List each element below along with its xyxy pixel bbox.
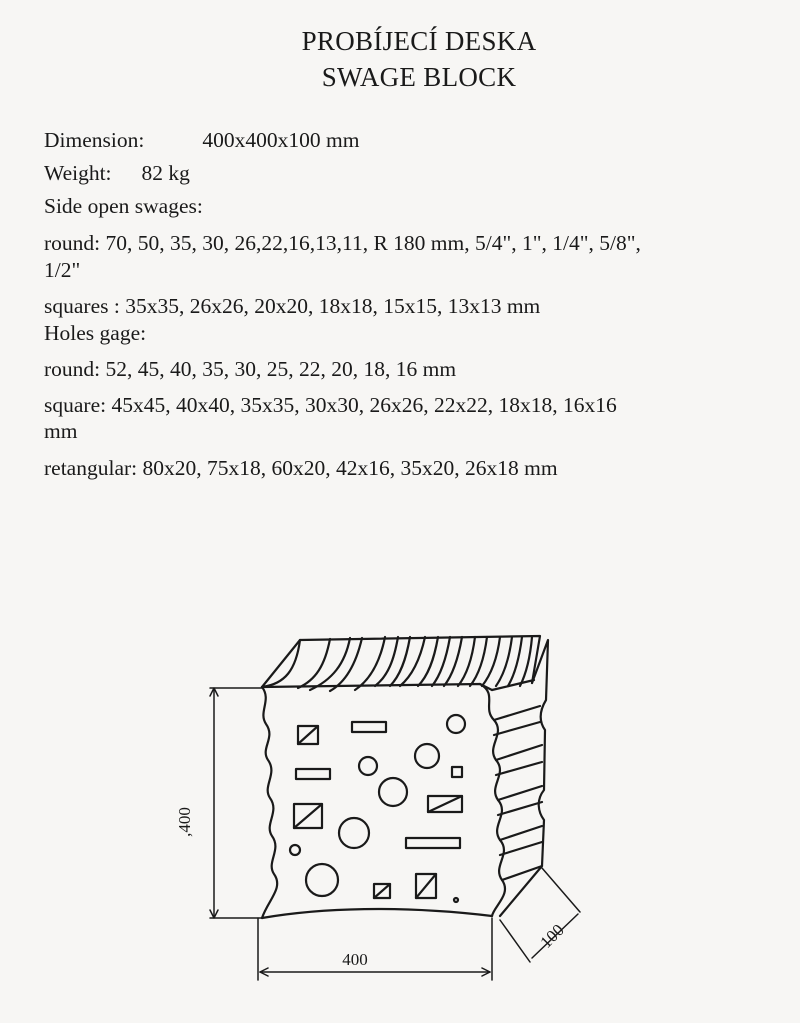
title-english: SWAGE BLOCK bbox=[321, 62, 517, 92]
square-swages: squares : 35x35, 26x26, 20x20, 18x18, 15x15, 13x13 mm bbox=[44, 294, 541, 318]
rect-hole bbox=[296, 769, 330, 779]
holes-square-line-2: mm bbox=[44, 419, 78, 443]
round-swages-line-2: 1/2" bbox=[44, 258, 81, 282]
side-open-swages-heading: Side open swages: bbox=[44, 194, 203, 218]
depth-dimension-label: 100 bbox=[536, 920, 568, 952]
holes-rectangular: retangular: 80x20, 75x18, 60x20, 42x16, 35x20, 26x18 mm bbox=[44, 456, 558, 480]
round-hole bbox=[359, 757, 377, 775]
weight-label: Weight: bbox=[44, 161, 112, 185]
holes-gage-heading: Holes gage: bbox=[44, 321, 147, 345]
dimension-value: 400x400x100 mm bbox=[202, 128, 360, 152]
swage-block-drawing bbox=[0, 600, 800, 1023]
round-hole bbox=[290, 845, 300, 855]
round-hole bbox=[415, 744, 439, 768]
rect-hole bbox=[406, 838, 460, 848]
holes bbox=[290, 715, 465, 902]
weight-value: 82 kg bbox=[141, 161, 190, 185]
round-hole bbox=[306, 864, 338, 896]
dimension-lines bbox=[210, 688, 580, 980]
round-swages-line-1: round: 70, 50, 35, 30, 26,22,16,13,11, R 180 mm, 5/4", 1", 1/4", 5/8", bbox=[44, 231, 641, 255]
weight-row bbox=[44, 163, 190, 185]
title-czech: PROBÍJECÍ DESKA bbox=[301, 26, 537, 56]
rect-hole bbox=[352, 722, 386, 732]
round-hole bbox=[339, 818, 369, 848]
round-hole bbox=[447, 715, 465, 733]
round-hole bbox=[379, 778, 407, 806]
round-hole bbox=[454, 898, 458, 902]
square-hole bbox=[452, 767, 462, 777]
holes-round: round: 52, 45, 40, 35, 30, 25, 22, 20, 18, 16 mm bbox=[44, 357, 457, 381]
dimension-row bbox=[44, 130, 359, 152]
width-dimension-label: 400 bbox=[342, 950, 368, 969]
dimension-label: Dimension: bbox=[44, 128, 145, 152]
height-dimension-label: ,400 bbox=[175, 807, 194, 837]
holes-square-line-1: square: 45x45, 40x40, 35x35, 30x30, 26x26, 22x22, 18x18, 16x16 bbox=[44, 393, 617, 417]
top-face bbox=[262, 636, 540, 691]
